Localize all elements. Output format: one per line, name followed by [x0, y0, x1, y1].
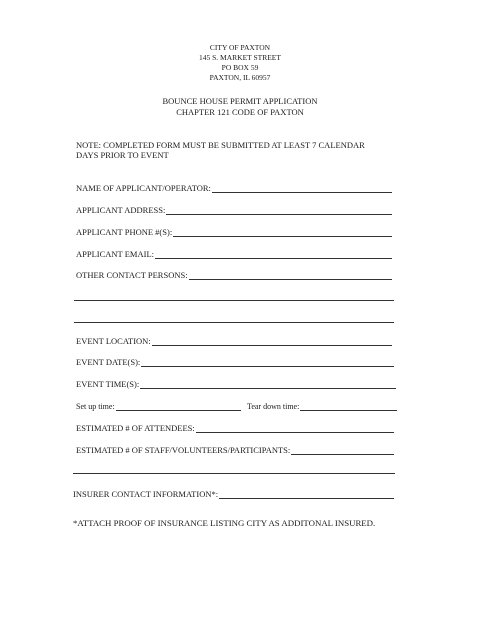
- other-contacts-line[interactable]: [189, 270, 392, 280]
- teardown-time-label: Tear down time:: [247, 402, 300, 411]
- other-contacts-extra-line-1[interactable]: [74, 300, 394, 301]
- applicant-name-label: NAME OF APPLICANT/OPERATOR:: [76, 183, 211, 193]
- event-times-line[interactable]: [140, 379, 396, 389]
- staff-count-label: ESTIMATED # OF STAFF/VOLUNTEERS/PARTICIPANTS:: [76, 445, 291, 455]
- teardown-time-line[interactable]: [300, 401, 397, 411]
- insurer-contact-line[interactable]: [219, 489, 394, 499]
- applicant-name-field[interactable]: [76, 181, 392, 193]
- form-title: [0, 96, 480, 118]
- setup-time-field[interactable]: [76, 399, 241, 411]
- staff-count-field[interactable]: [76, 443, 394, 455]
- applicant-email-line[interactable]: [155, 249, 392, 259]
- applicant-email-label: APPLICANT EMAIL:: [76, 249, 154, 259]
- city-name: CITY OF PAXTON: [209, 43, 271, 52]
- submission-note-line2: DAYS PRIOR TO EVENT: [76, 150, 169, 160]
- street-address: 145 S. MARKET STREET: [199, 53, 281, 62]
- form-title-line1: BOUNCE HOUSE PERMIT APPLICATION: [162, 96, 318, 106]
- submission-note-line1: NOTE: COMPLETED FORM MUST BE SUBMITTED AT LEAST 7 CALENDAR: [76, 140, 365, 150]
- applicant-phone-line[interactable]: [173, 227, 392, 237]
- other-contacts-label: OTHER CONTACT PERSONS:: [76, 270, 188, 280]
- event-times-label: EVENT TIME(S):: [76, 379, 140, 389]
- insurer-contact-field[interactable]: [73, 487, 394, 499]
- setup-time-line[interactable]: [116, 401, 241, 411]
- event-dates-label: EVENT DATE(S):: [76, 357, 141, 367]
- applicant-address-field[interactable]: [76, 203, 392, 215]
- applicant-phone-field[interactable]: [76, 225, 392, 237]
- city-letterhead: [0, 43, 480, 83]
- applicant-name-line[interactable]: [212, 183, 392, 193]
- applicant-address-line[interactable]: [166, 205, 392, 215]
- attendees-line[interactable]: [196, 423, 394, 433]
- insurer-contact-label: INSURER CONTACT INFORMATION*:: [73, 489, 219, 499]
- event-dates-field[interactable]: [76, 355, 394, 367]
- event-times-field[interactable]: [76, 377, 396, 389]
- attendees-label: ESTIMATED # OF ATTENDEES:: [76, 423, 195, 433]
- staff-count-line[interactable]: [291, 445, 394, 455]
- attendees-field[interactable]: [76, 421, 394, 433]
- applicant-phone-label: APPLICANT PHONE #(S):: [76, 227, 173, 237]
- submission-note: [76, 140, 406, 160]
- po-box: PO BOX 59: [221, 63, 259, 72]
- setup-time-label: Set up time:: [76, 402, 115, 411]
- applicant-address-label: APPLICANT ADDRESS:: [76, 205, 166, 215]
- applicant-email-field[interactable]: [76, 247, 392, 259]
- staff-extra-line[interactable]: [73, 473, 395, 474]
- event-dates-line[interactable]: [141, 357, 394, 367]
- event-location-line[interactable]: [152, 336, 392, 346]
- other-contacts-extra-line-2[interactable]: [74, 322, 394, 323]
- form-title-line2: CHAPTER 121 CODE OF PAXTON: [176, 107, 304, 117]
- event-location-label: EVENT LOCATION:: [76, 336, 151, 346]
- city-state-zip: PAXTON, IL 60957: [209, 73, 271, 82]
- event-location-field[interactable]: [76, 334, 392, 346]
- other-contacts-field[interactable]: [76, 268, 392, 280]
- teardown-time-field[interactable]: [247, 399, 397, 411]
- insurance-note: *ATTACH PROOF OF INSURANCE LISTING CITY AS ADDITONAL INSURED.: [73, 518, 376, 528]
